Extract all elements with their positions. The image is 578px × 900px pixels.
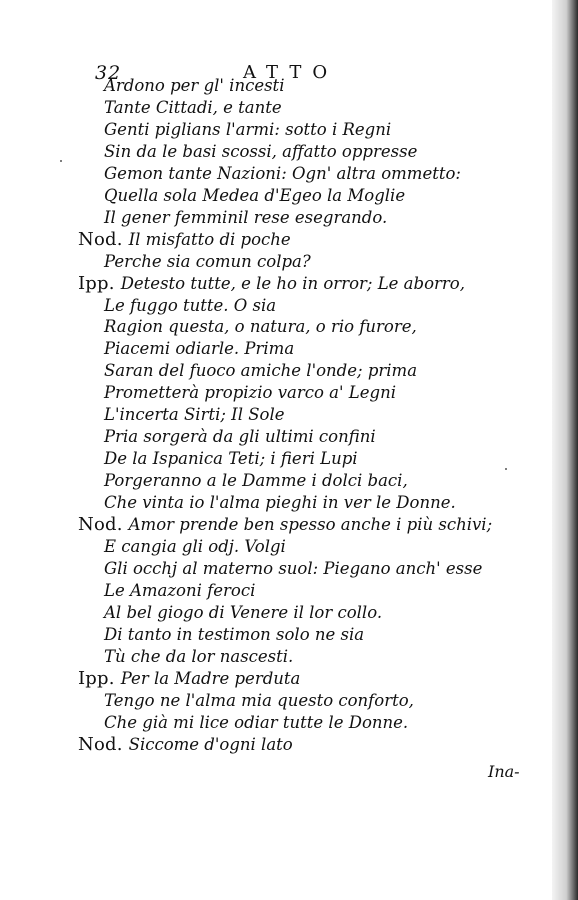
- speaker-name: Ipp.: [78, 272, 115, 294]
- paper-speck: [505, 468, 507, 470]
- verse-line: [104, 647, 293, 667]
- verse-line: [104, 581, 255, 601]
- verse-text: Ardono per gl' incesti: [104, 76, 285, 95]
- page-number: 32: [95, 62, 122, 84]
- verse-text: Che già mi lice odiar tutte le Donne.: [104, 712, 409, 732]
- verse-line: [104, 471, 408, 491]
- verse-text: Ragion questa, o natura, o rio furore,: [104, 317, 417, 337]
- verse-text: Piacemi odiarle. Prima: [104, 339, 295, 359]
- verse-text: Siccome d'ogni lato: [128, 734, 293, 754]
- verse-line: [104, 559, 482, 579]
- verse-text: Saran del fuoco amiche l'onde; prima: [104, 361, 418, 381]
- verse-line: [104, 537, 286, 557]
- verse-line: [104, 296, 276, 316]
- verse-text: L'incerta Sirti; Il Sole: [104, 405, 285, 425]
- verse-line: [104, 208, 387, 228]
- verse-line: [104, 713, 408, 733]
- verse-line: [104, 317, 417, 337]
- verse-line: [104, 339, 294, 359]
- verse-text: Porgeranno a le Damme i dolci baci,: [104, 471, 408, 491]
- verse-text: Perche sia comun colpa?: [104, 251, 311, 271]
- verse-text: Genti piglians l'armi: sotto i Regni: [104, 119, 392, 139]
- verse-text: E cangia gli odj. Volgi: [104, 537, 286, 556]
- verse-text: De la Ispanica Teti; i fieri Lupi: [104, 449, 358, 469]
- verse-line: [104, 120, 391, 140]
- running-head: ATTO: [243, 62, 339, 83]
- verse-line: [104, 98, 282, 118]
- verse-text: Al bel giogo di Venere il lor collo.: [104, 602, 383, 622]
- speaker-name: Nod.: [78, 228, 123, 250]
- verse-line: [104, 449, 358, 469]
- verse-text: Pria sorgerà da gli ultimi confini: [104, 427, 376, 447]
- verse-line: [104, 405, 285, 425]
- verse-text: Detesto tutte, e le ho in orror; Le aborro,: [120, 273, 465, 293]
- verse-line: [104, 493, 456, 513]
- verse-line: [104, 76, 284, 96]
- speech-line: [78, 515, 492, 535]
- verse-line: [104, 625, 364, 645]
- verse-text: Sin da le basi scossi, affatto oppresse: [104, 141, 418, 161]
- verse-line: [104, 186, 405, 206]
- verse-text: Tù che da lor nascesti.: [104, 646, 294, 666]
- verse-line: [104, 164, 461, 184]
- speech-line: [78, 735, 293, 755]
- verse-line: [104, 427, 376, 447]
- speaker-name: Nod.: [78, 514, 123, 535]
- speech-line: [78, 230, 291, 250]
- page-edge-shadow: [552, 0, 578, 900]
- verse-text: Quella sola Medea d'Egeo la Moglie: [104, 185, 406, 205]
- verse-text: Gli occhj al materno suol: Piegano anch' esse: [104, 558, 483, 578]
- verse-text: Di tanto in testimon solo ne sia: [104, 624, 365, 644]
- speaker-name: Nod.: [78, 733, 123, 755]
- verse-text: Le fuggo tutte. O sia: [104, 295, 277, 315]
- verse-text: Amor prende ben spesso anche i più schivi;: [128, 515, 493, 534]
- verse-text: Che vinta io l'alma pieghi in ver le Donne.: [104, 493, 456, 513]
- verse-line: [104, 691, 414, 711]
- verse-line: [104, 361, 417, 381]
- verse-text: Il misfatto di poche: [128, 229, 291, 249]
- verse-text: Le Amazoni feroci: [104, 580, 256, 600]
- verse-text: Prometterà propizio varco a' Legni: [104, 383, 396, 403]
- verse-line: [104, 142, 417, 162]
- verse-text: Gemon tante Nazioni: Ogn' altra ommetto:: [104, 163, 461, 183]
- verse-line: [104, 383, 396, 403]
- paper-speck: [60, 160, 62, 162]
- verse-line: [104, 603, 382, 623]
- verse-text: Per la Madre perduta: [120, 668, 301, 688]
- verse-text: Il gener femminil rese esegrando.: [104, 207, 388, 227]
- verse-text: Tante Cittadi, e tante: [104, 98, 282, 117]
- verse-line: [104, 252, 311, 272]
- speech-line: [78, 669, 300, 689]
- verse-text: Tengo ne l'alma mia questo conforto,: [104, 690, 414, 710]
- catchword: Ina-: [488, 762, 520, 781]
- speech-line: [78, 274, 465, 294]
- speaker-name: Ipp.: [78, 667, 115, 689]
